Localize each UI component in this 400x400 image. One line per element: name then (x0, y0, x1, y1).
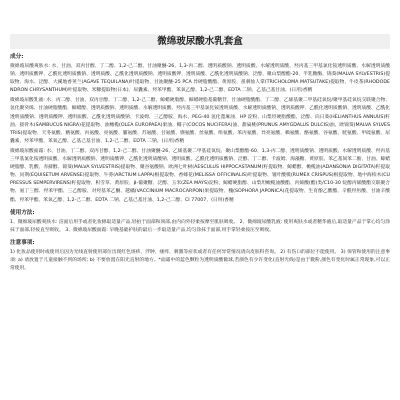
usage-paragraph: 1、微绵玻尿酸爽肤水: 洁面后用手或者化妆棉取适量产品,轻拍于面部和颈部,由内向外轻柔按摩至肌肤吸收。 2、微绵玻尿酸乳液: 使用爽肤水或者精华液后,取适量产品于掌心均匀涂抹于面部,轻按直至吸收。 3、微绵玻尿酸面霜: 早晚基础护肤的最后一步取适量产品,均匀涂抹于面部,用手掌轻柔按压至吸收。 (10, 219, 390, 233)
usage-heading: 使用方法: (10, 209, 35, 216)
cautions-heading: 注意事项: (10, 239, 35, 246)
cautions-paragraph: 1) 化妆品使用时或使用后因为光线直射使用部位出现红色斑疹、浮肿、瘙痒、刺激等症状或者有任何异常情况请向皮肤科咨询。 2) 有伤口的部位不能使用。 3) 保管和使用的注意事项: a) 请放置于儿童接触不到的场所; b) 不要放置在阳光直射的地方。*面霜中的蓝色颗粒为透明质酸微球,若颜色有少许变化(直射光线)是由于微粉,颜色有变化时属正常现象,可以正常使用。 (10, 249, 390, 271)
ingredients-lotion-paragraph: 微绵玻尿酸乳液: 水、丙二醇、甘油、双丙甘醇、丁二醇、1,2-己二醇、鲸蜡硬脂醇、鲸蜡硬脂基葡糖苷、甘油硬脂酸酯、丁二醇、乙烯基聚二甲基硅氧烷/聚甲基硅氧烷交联聚合物、氢化聚癸烯、甘油硬脂酸酯、鲸蜡醇、透明质酸钠、透明质酸、水解透明质酸、羟丙基三甲基氯化铵透明质酸、水解透明质酸钠、透明质酸钾、乙酰化透明质酸钠、透明质酸、乙酰化透明质酸钠、透明质酸钾、透明质酸、乙酰化透明质酸钠、卡波姆、三乙醇胺、海水、PEG-40 氢化蓖麻油、HP 淀粉、山梨坦硬脂酸酯、泛醇、向日葵(HELIANTHUS ANNUUS)籽油、接骨木(SAMBUCUS NIGRA)花提取物、油橄榄(OLEA EUROPAEA)果油、椰子(COCOS NUCIFERA)油、甜扁桃(PRUNUS AMYGDALUS DULCIS)油、欧锦葵(MALVA SYLVESTRIS)提取物、天冬氨酸、精氨酸、丙氨酸、亮氨酸、脯氨酸、苏氨酸、甘氨酸、缬氨酸、丝氨酸、组氨酸、苯丙氨酸、异亮氨酸、赖氨酸、酪氨酸、谷氨酸、胱氨酸、甲硫氨酸、尿囊素、羟苯甲酯、苯氧乙醇、乙基己基甘油、1,2-己二醇、EDTA 二钠、(日用)香精 (10, 98, 391, 144)
ingredients-toner-paragraph: 微绵玻尿酸爽肤水: 水、甘油、双丙甘醇、丁二醇、1,2-己二醇、甘油聚醚-26、1,3-丙二醇、透明质酸钠、透明质酸、水解透明质酸、羟丙基三甲基氯化铵透明质酸、水解透明质酸钠、透明质酸钾、乙酰化透明质酸钠、透明质酸、乙酰化透明质酸钠、透明质酸钾、透明质酸、乙酰化透明质酸钠、泛醇、聚山梨醇酯-20、半乳糖酶、锦葵(MALVA SYLVESTRIS)提取物、海水、泛醇、大溪地香荚兰(AGAVE TEQUILANA)叶提取物、甘油聚醚-25 PCA 异硬脂酸酯、黄原胶、扭刺仙人掌(TRICHOLOMA MATSUTAKE)提取物、牛皮茶(RHODODENDRON CHRYSANTHUM)叶提取物、米糠提取物(日本)、尿囊素、羟苯甲酯、苯氧乙醇、1,2-己二醇、EDTA 二钠、乙基己基甘油、(日用)香精 (10, 64, 390, 94)
ingredients-heading: 成分: (10, 54, 24, 60)
document-title: 微绵玻尿酸水乳套盒 (10, 34, 390, 49)
ingredients-cream-paragraph: 微绵玻尿酸面霜: 水、甘油、丁二醇、双丙甘醇、1,2-己二醇、甘油聚醚-26、乙烯基聚二甲基硅氧烷、聚山梨醇酯-60、1,3-丙二醇、透明质酸钠、透明质酸、水解透明质酸、羟丙基三甲基氯化铵透明质酸、水解透明质酸钠、透明质酸钾、乙酰化透明质酸钠、透明质酸、乙酰化透明质酸钠、泛醇、丁二醇、卡波姆、海藻糖、黄原胶、苯乙基间苯二酚、甘油、鲸蜡硬脂醇、乳酸、赤藓醇、锦葵(MALVA SYLVESTRIS)提取物、聚谷氨酸钠、欧洲七叶树(AESCULUS HIPPOCASTANUM)籽提取物、鲸蜡醇、橄榄油(ADANSONIA DIGITATA)籽提取物、问荆(EQUISETUM ARVENSE)提取物、牛蒡(ARCTIUM LAPPA)根提取物、香蜂花(MELISSA OFFICINALIS)叶提取物、皱叶酸模(RUMEX CRISPUS)根提取物、地中海柏木(CUPRESSUS SEMPERVIRENS)籽提取物、积雪草、黄原胶、β-葡聚糖、泛醇、玉米(ZEA MAYS)淀粉、鲸蜡硬脂醇、山梨坦橄榄油酸酯、丙烯酸(酯)类/C10-30 烷醇丙烯酸酯交联聚合物、氨丁三醇、羟苯甲酯、三乙醇胺、对羟基苯乙酮、越橘(VACCINIUM MACROCARPON)果提取物、槐(SOPHORA JAPONICA)花提取物、生育酚乙酸酯、辛酰羟肟酸、甘油辛酸酯、羟苯甲酯、苯氧乙醇、1,2-己二醇、EDTA 二钠、乙基己基甘油、1,2-己二醇、CI 77007、(日用)香精 (10, 148, 391, 203)
